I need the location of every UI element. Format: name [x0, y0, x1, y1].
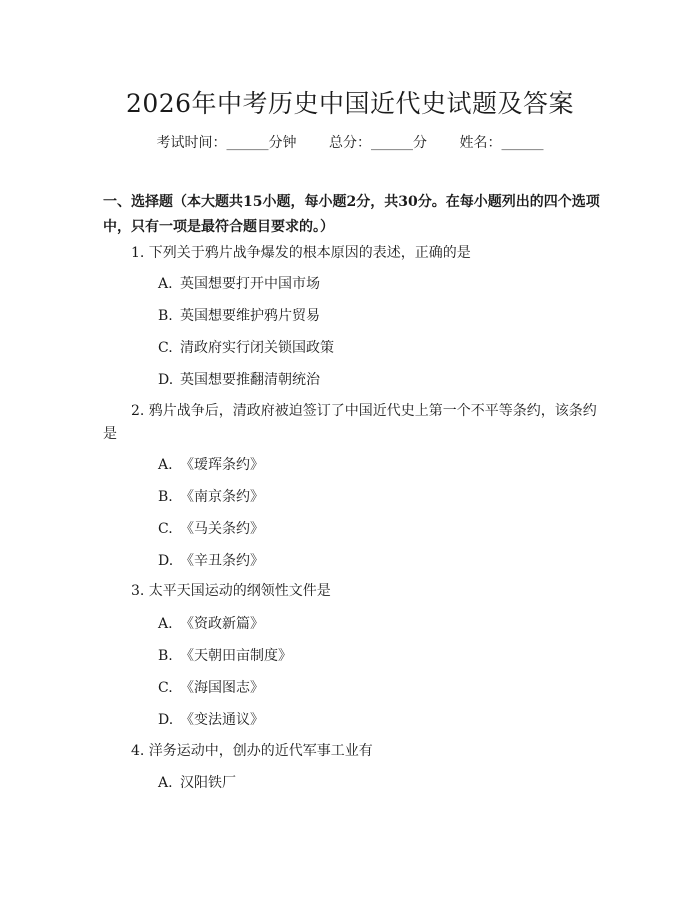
question-1-option-b: [158, 306, 320, 326]
question-1-option-c: [158, 338, 334, 358]
question-2: 2. 鸦片战争后，清政府被迫签订了中国近代史上第一个不平等条约，该条约是: [103, 403, 597, 442]
question-1: 1. 下列关于鸦片战争爆发的根本原因的表述，正确的是: [131, 245, 471, 261]
option-letter: D.: [158, 712, 174, 728]
option-text: 清政府实行闭关锁国政策: [180, 340, 334, 356]
question-2-option-a: [158, 455, 264, 475]
option-letter: B.: [158, 489, 173, 505]
page-title: 2026年中考历史中国近代史试题及答案: [125, 89, 575, 118]
option-text: 《海国图志》: [180, 680, 264, 696]
option-letter: A.: [158, 616, 173, 632]
question-3-option-a: [158, 614, 264, 634]
section-heading: 一、选择题（本大题共15小题，每小题2分，共30分。在每小题列出的四个选项中，只有一项是最符合题目要求的。）: [103, 194, 600, 235]
option-text: 《南京条约》: [180, 489, 264, 505]
question-2-option-c: [158, 519, 264, 539]
option-letter: C.: [158, 680, 173, 696]
option-letter: A.: [158, 276, 173, 292]
option-letter: C.: [158, 340, 173, 356]
option-text: 《辛丑条约》: [180, 553, 264, 569]
option-letter: C.: [158, 521, 173, 537]
question-3-option-c: [158, 678, 264, 698]
option-text: 《资政新篇》: [180, 616, 264, 632]
option-text: 英国想要推翻清朝统治: [180, 372, 320, 388]
option-letter: B.: [158, 308, 173, 324]
option-text: 《天朝田亩制度》: [180, 648, 292, 664]
question-2-option-d: [158, 551, 264, 571]
question-4: 4. 洋务运动中，创办的近代军事工业有: [131, 743, 373, 759]
option-letter: D.: [158, 372, 174, 388]
option-text: 《瑷珲条约》: [180, 457, 264, 473]
question-2-option-b: [158, 487, 264, 507]
exam-meta: [0, 132, 700, 152]
option-letter: A.: [158, 457, 173, 473]
option-text: 汉阳铁厂: [180, 775, 236, 791]
option-text: 英国想要打开中国市场: [180, 276, 320, 292]
option-text: 英国想要维护鸦片贸易: [180, 308, 320, 324]
option-letter: B.: [158, 648, 173, 664]
exam-score: 总分：______分: [329, 135, 427, 151]
student-name: 姓名：______: [459, 135, 544, 151]
option-text: 《变法通议》: [180, 712, 264, 728]
question-4-option-a: [158, 773, 236, 793]
option-letter: A.: [158, 775, 173, 791]
question-3-option-d: [158, 710, 264, 730]
option-text: 《马关条约》: [180, 521, 264, 537]
option-letter: D.: [158, 553, 174, 569]
question-1-option-d: [158, 370, 320, 390]
exam-time: 考试时间：______分钟: [156, 135, 297, 151]
question-3-option-b: [158, 646, 292, 666]
question-3: 3. 太平天国运动的纲领性文件是: [131, 583, 331, 599]
question-1-option-a: [158, 274, 320, 294]
